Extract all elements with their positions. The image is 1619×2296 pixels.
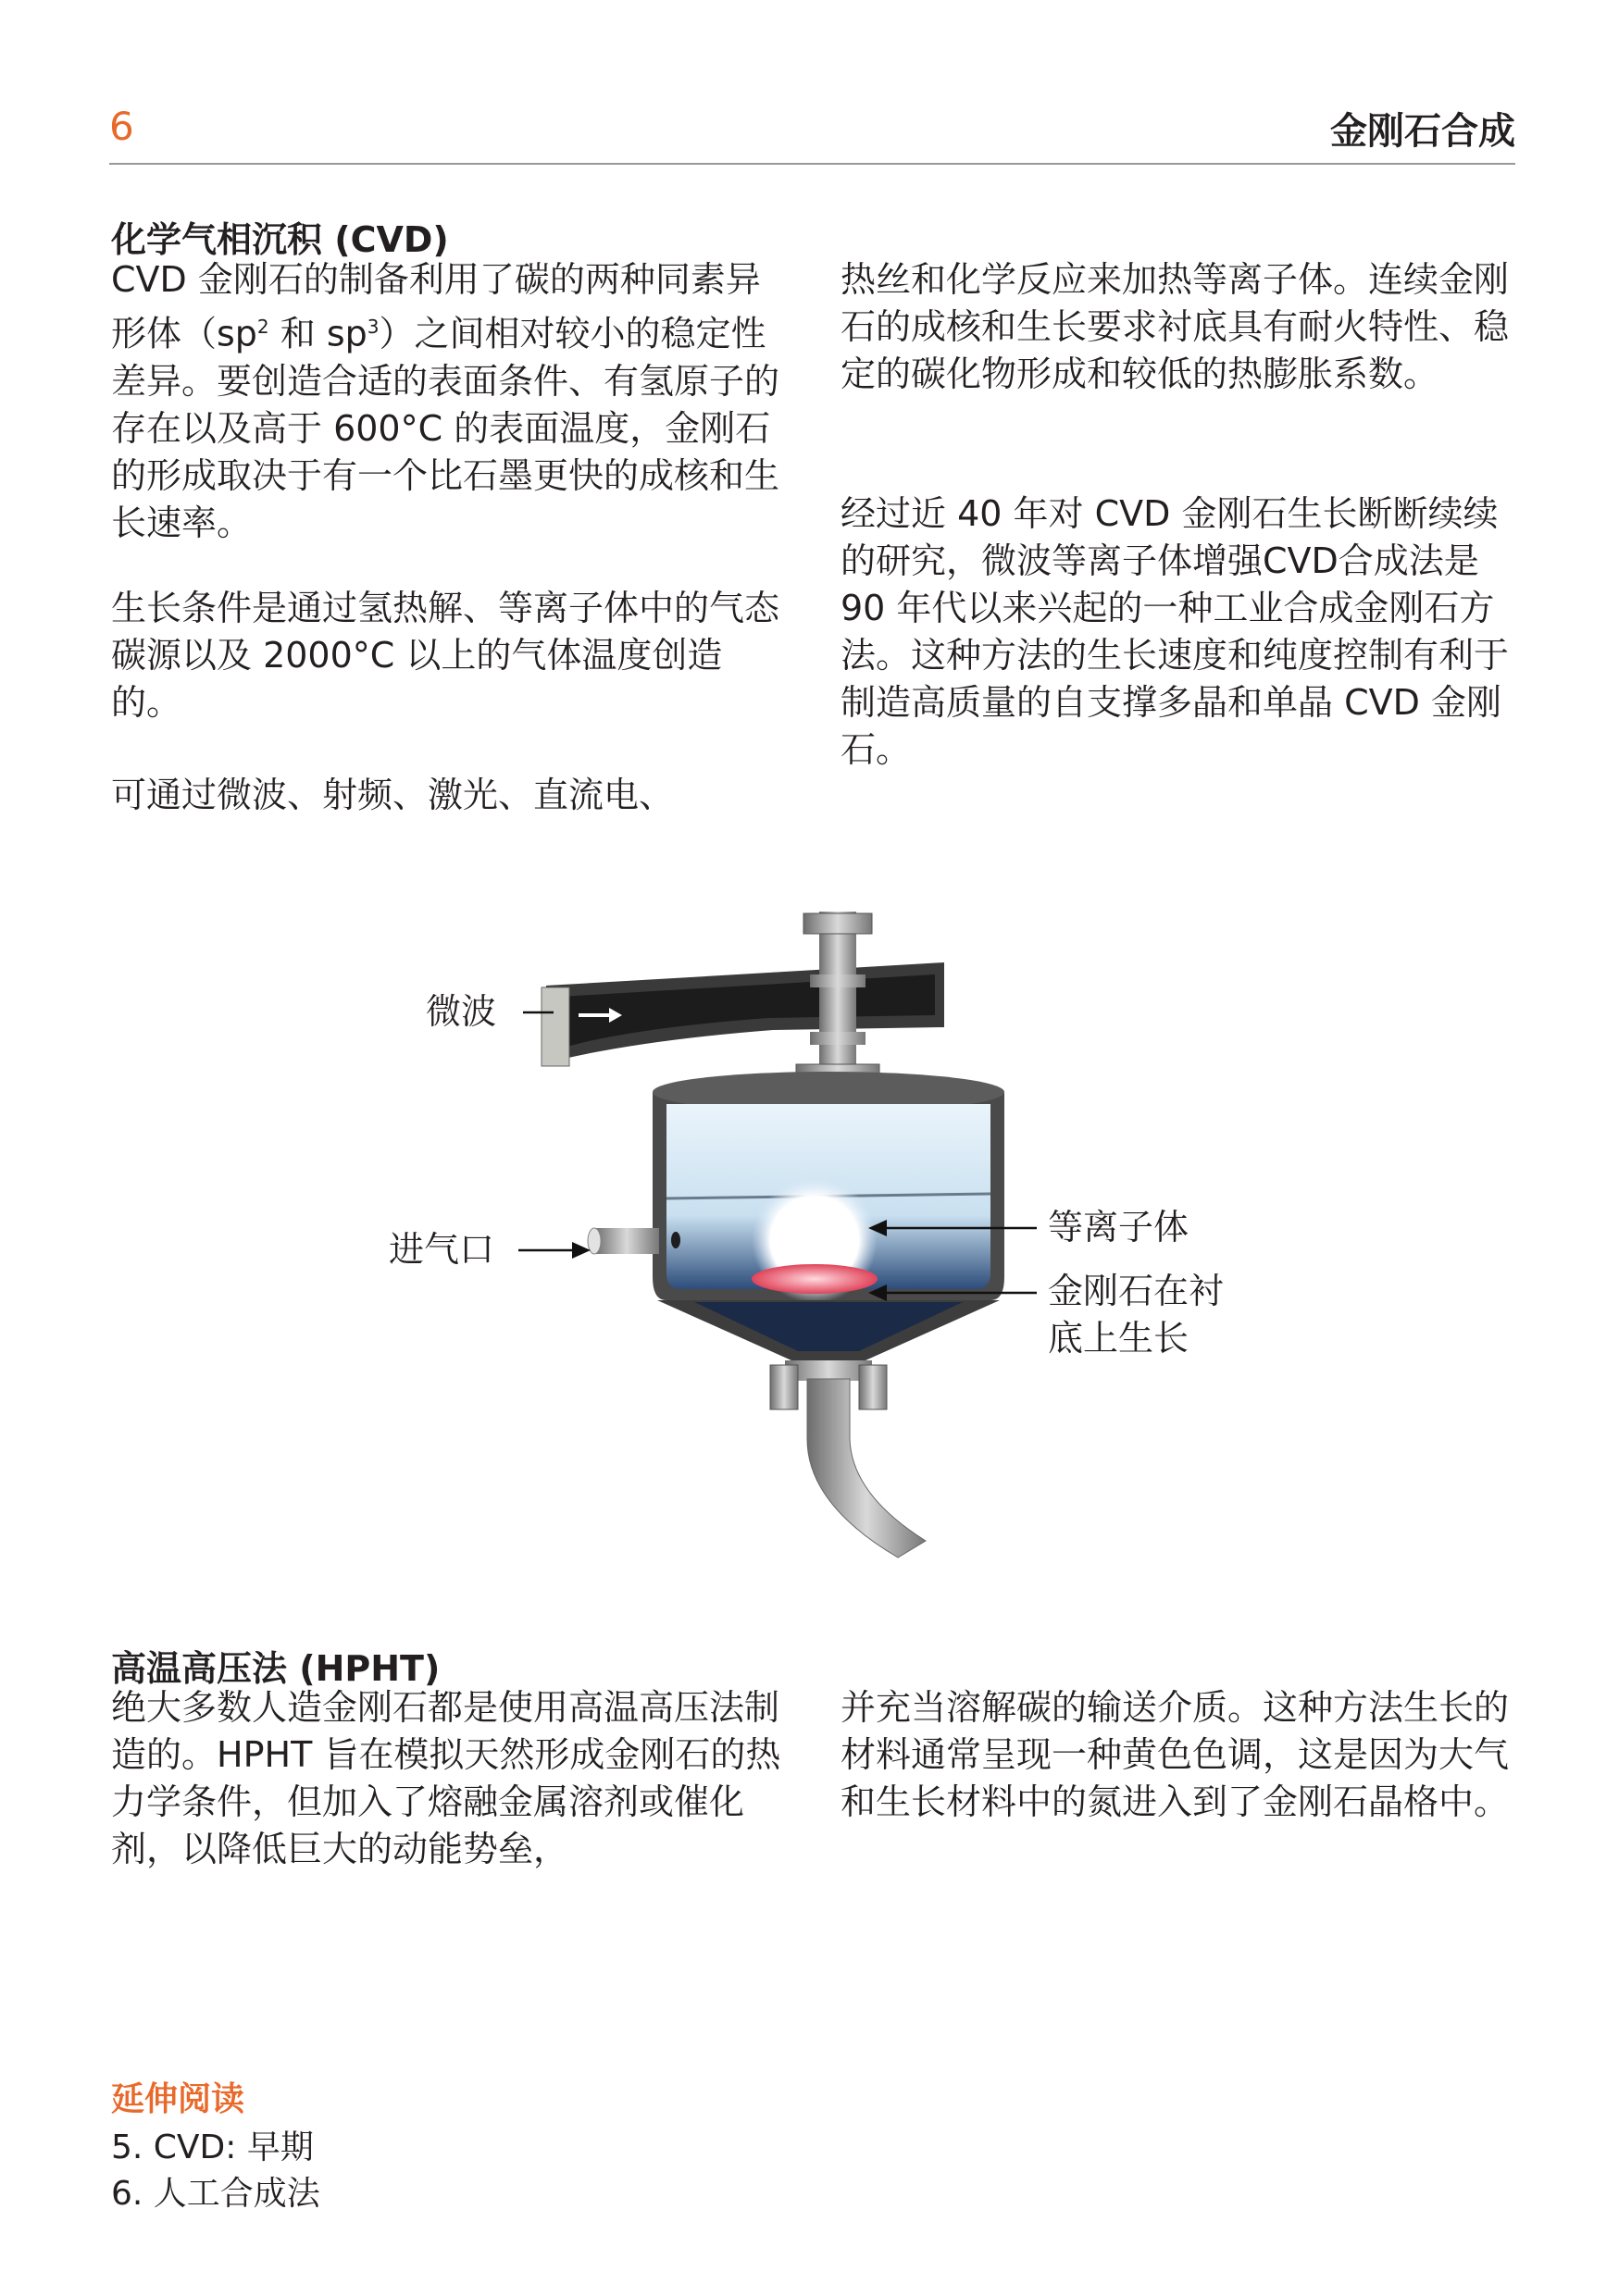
cvd-p1-sup-b: 3 xyxy=(367,316,380,338)
chapter-title: 金刚石合成 xyxy=(1330,110,1515,153)
further-reading-title: 延伸阅读 xyxy=(111,2080,245,2118)
further-reading-item-5[interactable]: 5. CVD: 早期 xyxy=(111,2128,314,2166)
label-diamond-growth-line2: 底上生长 xyxy=(1048,1318,1189,1359)
hpht-paragraph-2: 并充当溶解碳的输送介质。这种方法生长的材料通常呈现一种黄色色调，这是因为大气和生长材料中的氮进入到了金刚石晶格中。 xyxy=(841,1687,1510,1822)
header-divider xyxy=(109,163,1515,165)
cvd-paragraph-4: 热丝和化学反应来加热等离子体。连续金刚石的成核和生长要求衬底具有耐火特性、稳定的碳化物形成和较低的热膨胀系数。 xyxy=(841,259,1510,394)
label-gas-inlet: 进气口 xyxy=(389,1229,495,1270)
page-number: 6 xyxy=(109,104,134,149)
cvd-reactor-figure xyxy=(352,893,1305,1559)
cvd-p1-sup-a: 2 xyxy=(256,316,269,338)
further-reading-item-6[interactable]: 6. 人工合成法 xyxy=(111,2175,320,2213)
cvd-paragraph-5: 经过近 40 年对 CVD 金刚石生长断断续续的研究，微波等离子体增强CVD合成法是90 年代以来兴起的一种工业合成金刚石方法。这种方法的生长速度和纯度控制有利于制造高质量的自支撑多晶和单晶 CVD 金刚石。 xyxy=(841,493,1510,770)
cvd-p1-text-b: 和 sp xyxy=(268,313,367,354)
cvd-paragraph-3: 可通过微波、射频、激光、直流电、 xyxy=(111,775,675,815)
cvd-heading: 化学气相沉积 (CVD) xyxy=(111,219,449,260)
label-plasma: 等离子体 xyxy=(1048,1207,1189,1247)
hpht-heading: 高温高压法 (HPHT) xyxy=(111,1648,441,1689)
hpht-paragraph-1: 绝大多数人造金刚石都是使用高温高压法制造的。HPHT 旨在模拟天然形成金刚石的热力学条件，但加入了熔融金属溶剂或催化剂，以降低巨大的动能势垒， xyxy=(111,1687,781,1869)
label-diamond-growth-line1: 金刚石在衬 xyxy=(1048,1271,1225,1311)
cvd-paragraph-1 xyxy=(111,256,792,547)
label-microwave: 微波 xyxy=(426,991,497,1032)
cvd-paragraph-2: 生长条件是通过氢热解、等离子体中的气态碳源以及 2000°C 以上的气体温度创造的。 xyxy=(111,588,780,723)
cvd-p1-text-a: CVD 金刚石的制备利用了碳的两种同素异形体（sp xyxy=(111,259,761,354)
cvd-p1-text-c: ）之间相对较小的稳定性差异。要创造合适的表面条件、有氢原子的存在以及高于 600°C 的表面温度，金刚石的形成取决于有一个比石墨更快的成核和生长速率。 xyxy=(111,313,780,543)
